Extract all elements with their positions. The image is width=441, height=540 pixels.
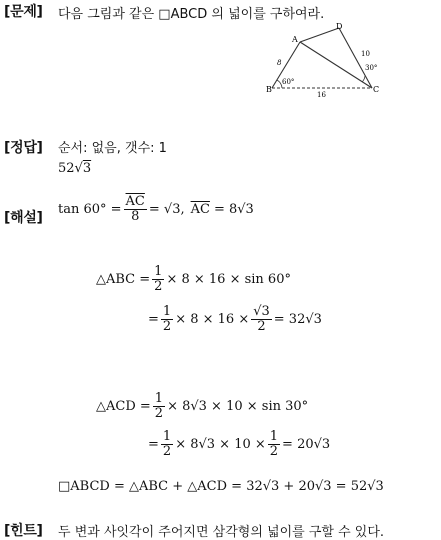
- hint-text: 두 변과 사잇각이 주어지면 삼각형의 넓이를 구할 수 있다.: [58, 525, 385, 540]
- solution-label: [해설]: [4, 210, 43, 226]
- length-ab-label: 8: [277, 59, 282, 67]
- sqrt-sign: √: [74, 161, 83, 176]
- length-cd-label: 10: [361, 50, 370, 58]
- fraction-denominator: 2: [269, 444, 279, 460]
- tan-lhs: tan 60° =: [58, 202, 122, 218]
- edge-ad: [300, 28, 339, 42]
- length-bc-label: 16: [317, 91, 326, 99]
- abc-expr2: × 8 × 16 ×: [175, 312, 250, 328]
- acd-expr1: × 8√3 × 10 × sin 30°: [167, 399, 309, 415]
- abc-area-line2: [148, 305, 322, 335]
- fraction-denominator: 2: [162, 319, 172, 335]
- abc-expr1: × 8 × 16 × sin 60°: [166, 272, 291, 288]
- fraction-numerator: 1: [154, 391, 164, 406]
- problem-label: [문제]: [4, 4, 43, 20]
- one-half-fraction: [268, 430, 280, 460]
- acd-half-fraction-2: [161, 430, 173, 460]
- fraction-denominator: 2: [154, 406, 164, 422]
- fraction-denominator: 2: [154, 279, 163, 295]
- total-area-line: □ABCD = △ABC + △ACD = 32√3 + 20√3 = 52√3: [58, 479, 384, 494]
- acd-half-fraction: [153, 392, 165, 422]
- abc-eq2: =: [148, 312, 159, 328]
- acd-result: = 20√3: [282, 437, 331, 453]
- abc-area-line1: [96, 265, 291, 295]
- acd-lhs: △ACD =: [96, 399, 151, 415]
- quadrilateral-figure: [262, 20, 388, 100]
- vertex-d-label: D: [336, 22, 343, 31]
- answer-meta: 순서: 없음, 갯수: 1: [58, 141, 167, 156]
- angle-c-label: 30°: [365, 64, 378, 72]
- diagonal-ac: [300, 42, 372, 88]
- vertex-a-label: A: [292, 35, 298, 44]
- edge-dc: [339, 28, 372, 88]
- tan-rhs: = √3,: [148, 202, 185, 218]
- fraction-denominator: 8: [131, 209, 140, 225]
- fraction-numerator: $\overline{AC}$: [125, 194, 145, 209]
- hint-label: [힌트]: [4, 523, 43, 539]
- answer-radicand: 3: [82, 161, 92, 176]
- angle-b-label: 60°: [282, 78, 295, 86]
- abc-half-fraction-2: [161, 305, 173, 335]
- acd-area-line2: [148, 430, 330, 460]
- fraction-numerator: 1: [154, 264, 163, 279]
- acd-area-line1: [96, 392, 308, 422]
- fraction-numerator: √3: [253, 304, 270, 319]
- fraction-numerator: 1: [162, 304, 172, 319]
- problem-text: 다음 그림과 같은 □ABCD 의 넓이를 구하여라.: [58, 7, 325, 22]
- fraction-numerator: 1: [162, 429, 172, 444]
- answer-label: [정답]: [4, 140, 43, 156]
- acd-eq2: =: [148, 437, 159, 453]
- fraction-numerator: 1: [269, 429, 279, 444]
- vertex-c-label: C: [373, 85, 380, 94]
- answer-coefficient: 52: [58, 161, 75, 176]
- segment-ac: $\overline{AC}$: [190, 202, 210, 218]
- abc-half-fraction: [152, 265, 164, 295]
- fraction-ac-over-8: [124, 195, 147, 225]
- abc-result: = 32√3: [273, 312, 322, 328]
- abc-lhs: △ABC =: [96, 272, 151, 288]
- fraction-denominator: 2: [162, 444, 172, 460]
- sqrt3-over-2-fraction: [251, 305, 272, 335]
- segment-ac-value: = 8√3: [213, 202, 254, 218]
- angle-arc-c: [362, 76, 365, 82]
- fraction-denominator: 2: [257, 319, 266, 335]
- vertex-b-label: B: [266, 85, 272, 94]
- solution-line-tan: [58, 195, 254, 225]
- answer-value: [58, 161, 91, 176]
- acd-expr2: × 8√3 × 10 ×: [175, 437, 266, 453]
